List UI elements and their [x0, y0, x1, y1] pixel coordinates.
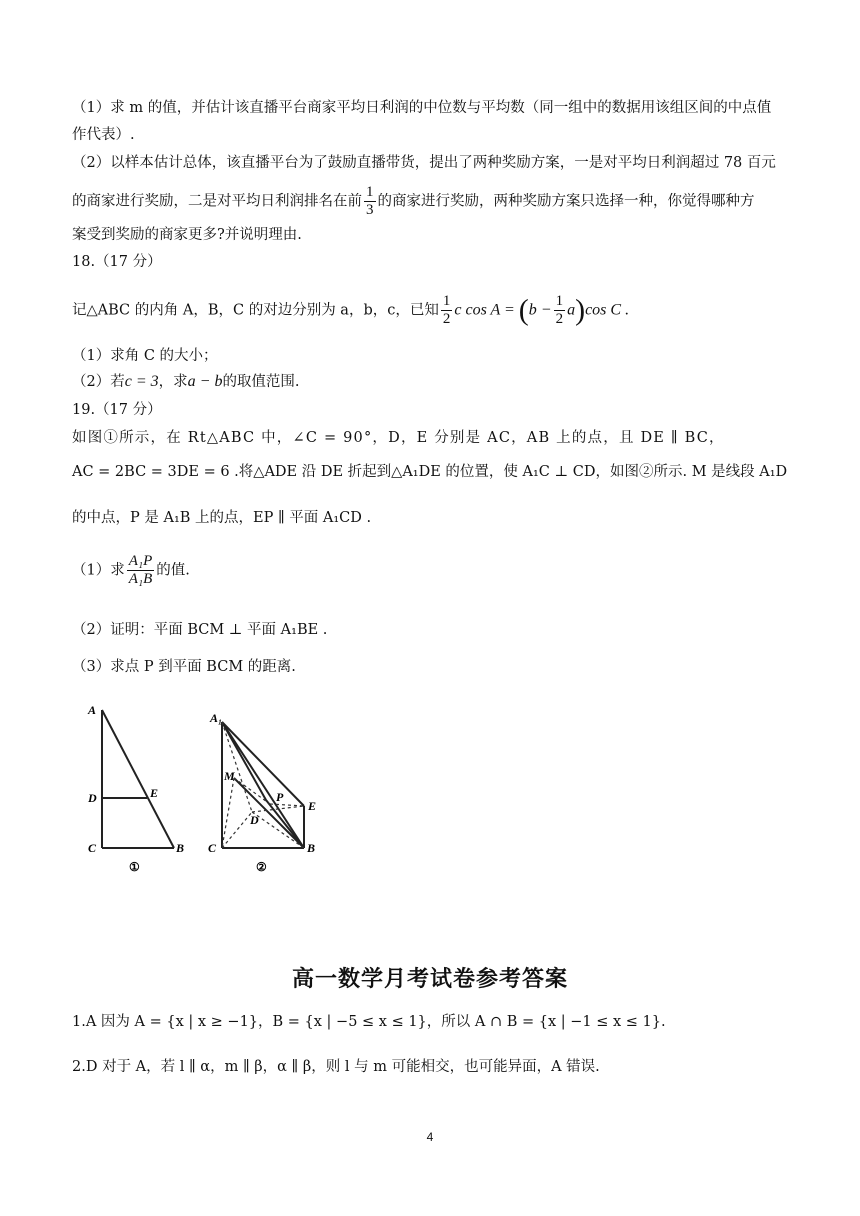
q19-heading: 19.（17 分）	[72, 402, 162, 418]
fraction-denominator: 3	[366, 202, 374, 218]
q18-stem-text: 记△ABC 的内角 A，B，C 的对边分别为 a，b，c，已知	[72, 302, 439, 319]
figure-1-triangle	[84, 700, 196, 880]
q17-part1-line2: 作代表）.	[72, 127, 135, 143]
answer-key-title: 高一数学月考试卷参考答案	[291, 967, 568, 992]
fig2-label-b: B	[307, 841, 316, 855]
fig2-label-d: D	[250, 813, 259, 827]
q19-part1	[72, 553, 190, 588]
right-paren: )	[575, 293, 586, 327]
answer-2: 2.D 对于 A，若 l ∥ α，m ∥ β，α ∥ β，则 l 与 m 可能相交，也可能异面，A 错误.	[72, 1059, 600, 1075]
q18-eq-lhs: c cos A =	[454, 301, 519, 319]
fig2-caption: ②	[256, 860, 267, 874]
fig2-label-p: P	[276, 790, 284, 804]
q17-part2-line2	[72, 184, 755, 219]
q18-part2	[72, 372, 300, 392]
q17-part2-line3: 案受到奖励的商家更多?并说明理由.	[72, 227, 302, 243]
q18-half-fraction-2	[554, 293, 566, 328]
q19-ratio-fraction	[127, 553, 155, 588]
fraction-denominator: 2	[555, 311, 564, 327]
figure-2-folded-pyramid	[204, 700, 334, 880]
q18-eq-a: a	[567, 301, 576, 319]
fraction-numerator: 1	[442, 293, 451, 309]
fig1-label-b: B	[176, 841, 185, 855]
q19-part2: （2）证明：平面 BCM ⊥ 平面 A₁BE .	[72, 622, 328, 638]
q18-part2-post: 的取值范围.	[222, 374, 300, 390]
fig2-label-m: M	[224, 769, 235, 783]
q18-part2-amb: a − b	[187, 373, 223, 390]
q19-stem-line1: 如图①所示，在 Rt△ABC 中，∠C = 90°，D，E 分别是 AC，AB 上的点，且 DE ∥ BC，	[72, 430, 725, 446]
fig2-label-a1: A₁	[210, 711, 223, 725]
q17-part2-line2-post: 的商家进行奖励，两种奖励方案只选择一种，你觉得哪种方	[377, 193, 755, 210]
answer-1: 1.A 因为 A = {x | x ≥ −1}，B = {x | −5 ≤ x ≤ 1}，所以 A ∩ B = {x | −1 ≤ x ≤ 1}.	[72, 1014, 666, 1030]
q19-stem-line3: 的中点，P 是 A₁B 上的点，EP ∥ 平面 A₁CD .	[72, 510, 372, 526]
fraction-numerator: A₁P	[128, 553, 153, 569]
q17-part2-line2-pre: 的商家进行奖励，二是对平均日利润排名在前	[72, 193, 362, 210]
fig2-label-e: E	[308, 799, 317, 813]
fig1-label-a: A	[88, 703, 97, 717]
q18-eq-b: b −	[528, 301, 552, 319]
fig2-label-c: C	[208, 841, 217, 855]
left-paren: (	[518, 293, 529, 327]
q19-part3: （3）求点 P 到平面 BCM 的距离.	[72, 659, 296, 675]
q17-part2-line1: （2）以样本估计总体，该直播平台为了鼓励直播带货，提出了两种奖励方案，一是对平均日利润超过 78 百元	[72, 155, 776, 171]
q19-part1-pre: （1）求	[72, 562, 125, 579]
q19-part1-post: 的值.	[156, 562, 190, 579]
fraction-numerator: 1	[366, 184, 374, 200]
fig1-caption: ①	[129, 860, 140, 874]
fraction-denominator: A₁B	[128, 571, 153, 587]
q18-stem	[72, 293, 629, 328]
q18-part2-pre: （2）若	[72, 374, 125, 390]
fraction-numerator: 1	[555, 293, 564, 309]
q17-part1-line1: （1）求 m 的值，并估计该直播平台商家平均日利润的中位数与平均数（同一组中的数据用该组区间的中点值	[72, 100, 772, 116]
q19-stem-line2: AC = 2BC = 3DE = 6 .将△ADE 沿 DE 折起到△A₁DE 的位置，使 A₁C ⊥ CD，如图②所示. M 是线段 A₁D	[72, 464, 788, 480]
q18-part2-c: c = 3	[124, 373, 159, 390]
q18-heading: 18.（17 分）	[72, 254, 162, 270]
q18-part1: （1）求角 C 的大小；	[72, 348, 218, 364]
q18-part2-mid: ，求	[158, 374, 188, 390]
page-number: 4	[426, 1130, 434, 1144]
fraction-denominator: 2	[442, 311, 451, 327]
one-third-fraction	[364, 184, 376, 219]
fig1-label-d: D	[88, 791, 97, 805]
fig1-label-e: E	[150, 786, 159, 800]
fig1-label-c: C	[88, 841, 97, 855]
q18-half-fraction	[441, 293, 453, 328]
q18-eq-end: cos C .	[585, 301, 630, 319]
